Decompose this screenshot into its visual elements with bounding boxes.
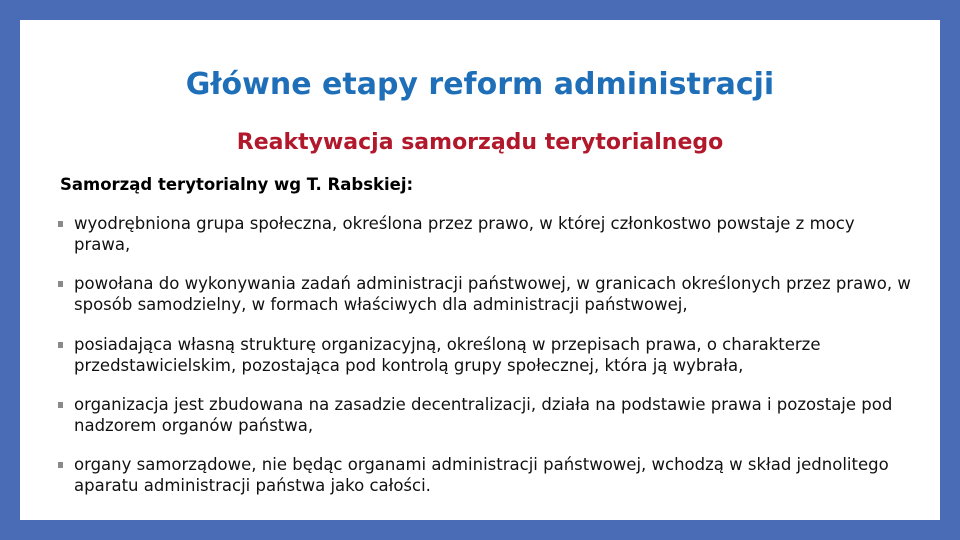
bullet-text: posiadająca własną strukturę organizacyjną, określoną w przepisach prawa, o charakterze przedstawicielskim, pozostająca pod kontrolą grupy społecznej, która ją wybrała, [74,334,821,375]
bullet-text: organizacja jest zbudowana na zasadzie decentralizacji, działa na podstawie prawa i pozostaje pod nadzorem organów państwa, [74,394,893,435]
bullet-item [56,213,916,255]
slide-subtitle: Reaktywacja samorządu terytorialnego [236,130,724,155]
bullet-marker-icon [58,402,63,408]
bullet-item [56,334,916,376]
bullet-marker-icon [58,281,63,287]
bullet-marker-icon [58,462,63,468]
bullet-list [56,213,916,514]
bullet-item [56,454,916,496]
bullet-text: powołana do wykonywania zadań administracji państwowej, w granicach określonych przez prawo, w sposób samodzielny, w formach właściwych dla administracji państwowej, [74,274,911,315]
intro-heading: Samorząd terytorialny wg T. Rabskiej: [60,175,414,194]
bullet-text: organy samorządowe, nie będąc organami administracji państwowej, wchodzą w skład jednolitego aparatu administracji państwa jako całości. [74,455,889,496]
slide [20,20,940,520]
bullet-marker-icon [58,221,63,227]
bullet-item [56,273,916,315]
slide-title: Główne etapy reform administracji [185,67,775,102]
bullet-item [56,394,916,436]
bullet-text: wyodrębniona grupa społeczna, określona przez prawo, w której członkostwo powstaje z mocy prawa, [74,214,855,254]
bullet-marker-icon [58,342,63,348]
